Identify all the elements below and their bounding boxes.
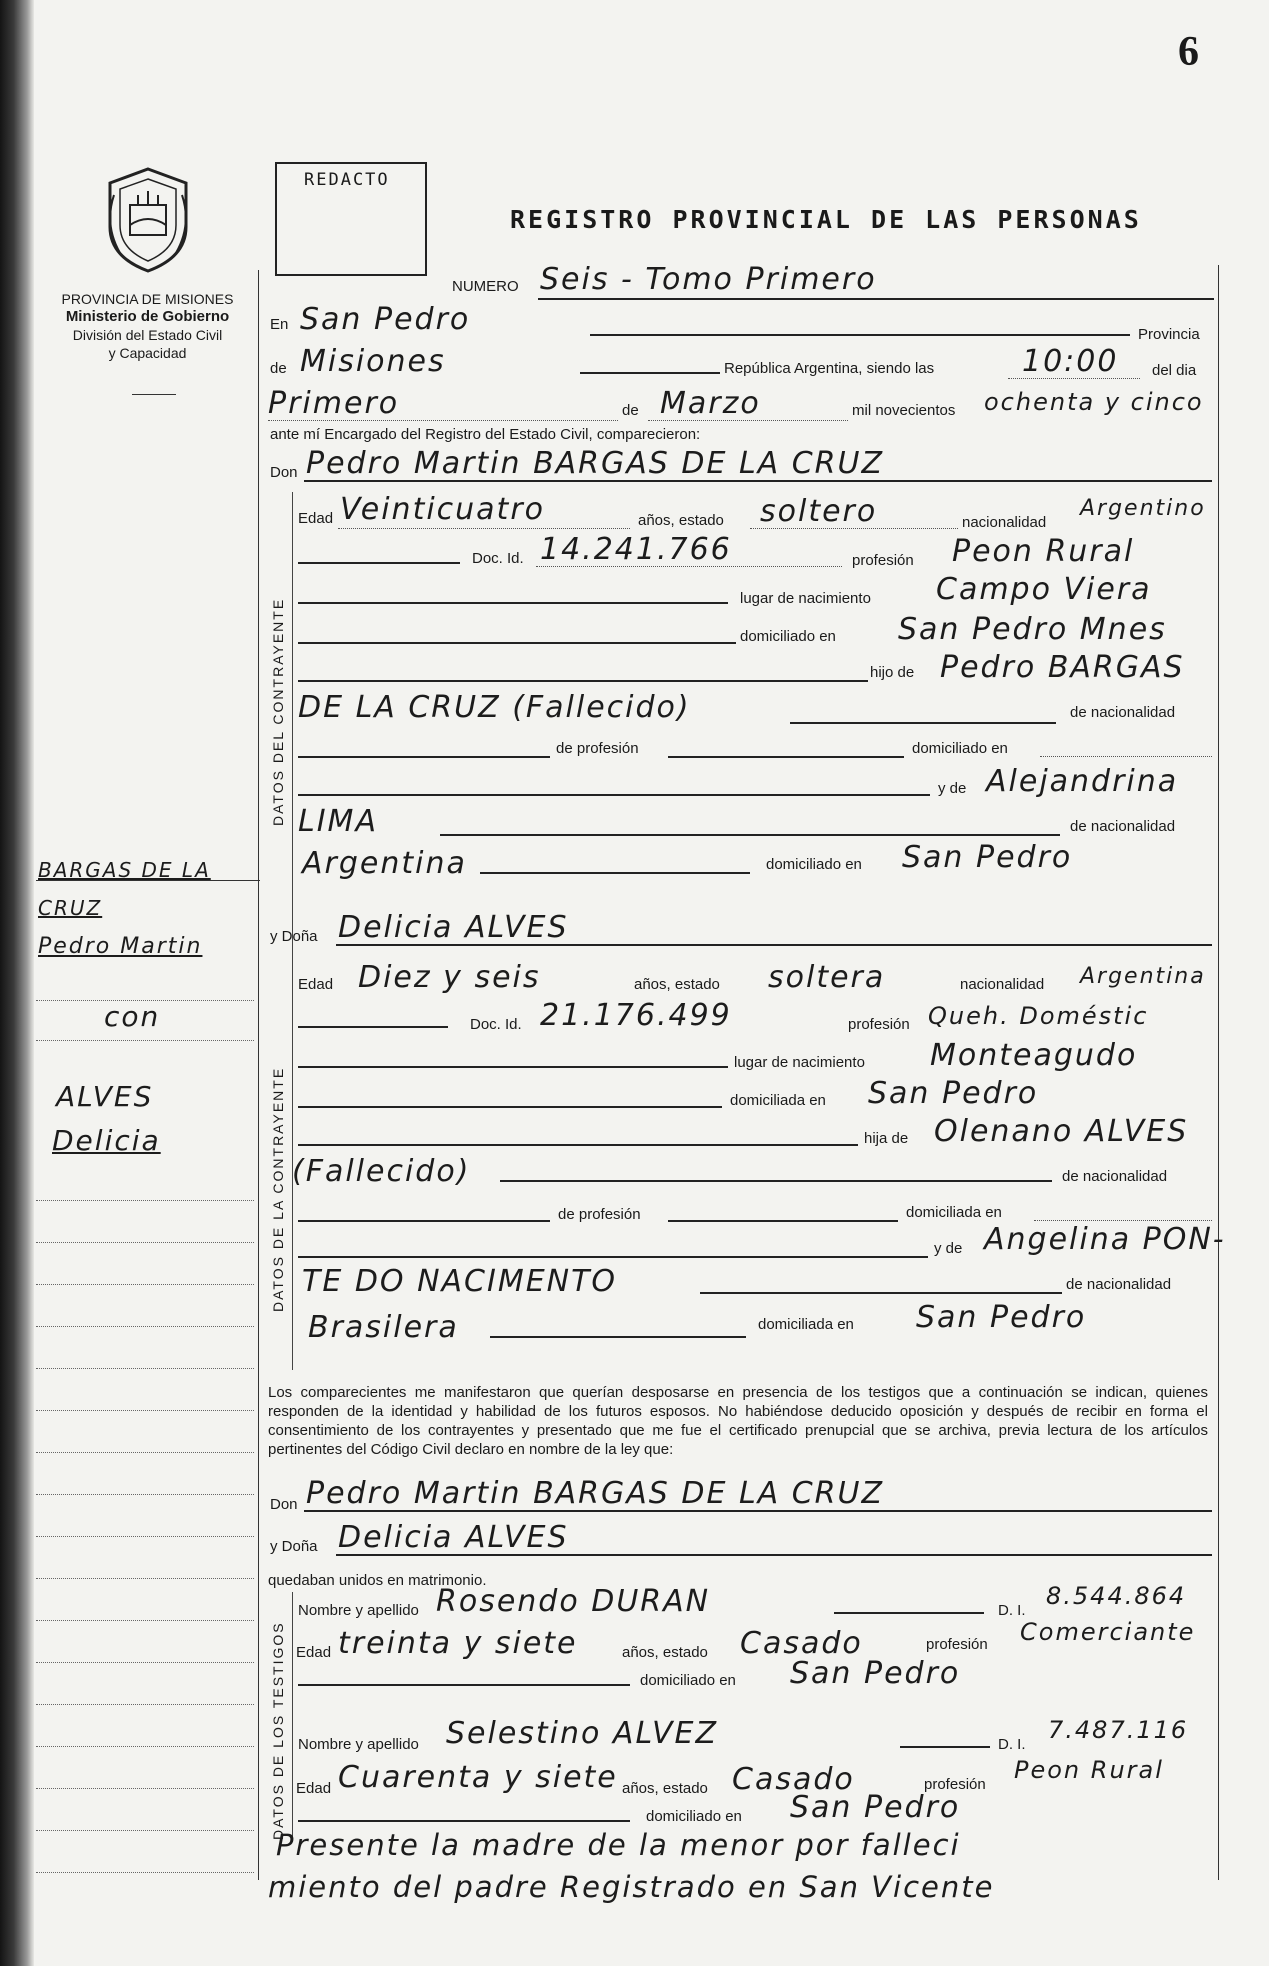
t2-edad: Cuarenta y siete <box>338 1760 618 1795</box>
doc-lead-line <box>298 562 460 564</box>
madre-f-nac-line <box>700 1292 1062 1294</box>
de-nacionalidad-f-label: de nacionalidad <box>1062 1168 1168 1185</box>
t1-edad: treinta y siete <box>338 1626 578 1661</box>
y-de-f-label: y de <box>934 1240 963 1257</box>
novio-edad: Veinticuatro <box>340 492 546 527</box>
novia-dom: San Pedro <box>868 1076 1039 1111</box>
margin-rule <box>36 1326 254 1327</box>
t2-nombre-line <box>900 1746 990 1748</box>
t1-dom: San Pedro <box>790 1656 961 1691</box>
madre-f-nac-value-line <box>490 1336 746 1338</box>
decl-dona-line <box>336 1554 1212 1556</box>
margin-given: Pedro Martin <box>38 934 203 959</box>
del-dia-label: del dia <box>1152 362 1197 379</box>
lugar-nacimiento-label: lugar de nacimiento <box>740 590 871 607</box>
y-de-label: y de <box>938 780 967 797</box>
t1-edad-label: Edad <box>296 1644 332 1661</box>
margin-rule <box>36 1830 254 1831</box>
issuer-capacity: y Capacidad <box>108 345 187 361</box>
form-title: REGISTRO PROVINCIAL DE LAS PERSONAS <box>510 205 1142 234</box>
domiciliada-label: domiciliada en <box>730 1092 826 1109</box>
de-nacionalidad-label: de nacionalidad <box>1070 704 1176 721</box>
margin-rule <box>36 1410 254 1411</box>
lugar-f-lead-line <box>298 1066 728 1068</box>
t1-dom-lead-line <box>298 1684 630 1686</box>
padre-name-cont: DE LA CRUZ (Fallecido) <box>298 690 691 725</box>
t1-di: 8.544.864 <box>1046 1582 1187 1610</box>
hijo-lead-line <box>298 680 868 682</box>
padre-name: Pedro BARGAS <box>940 650 1185 685</box>
margin-rule <box>36 1000 254 1001</box>
margin-con: con <box>104 1000 161 1033</box>
madre-f-cont: TE DO NACIMENTO <box>302 1264 618 1299</box>
en-value: San Pedro <box>300 302 471 337</box>
redacto-label: REDACTO <box>304 170 390 190</box>
t2-di: 7.487.116 <box>1048 1716 1189 1744</box>
t1-estado: Casado <box>740 1626 863 1661</box>
margin-surname-cont: CRUZ <box>38 896 103 920</box>
numero-value: Seis - Tomo Primero <box>540 262 877 297</box>
madre-nac-line <box>440 834 1060 836</box>
t2-dom-label: domiciliado en <box>646 1808 742 1825</box>
margin-rule <box>36 1368 254 1369</box>
novio-estado-line <box>750 528 958 529</box>
t1-nombre-label: Nombre y apellido <box>298 1602 419 1619</box>
novio-doc: 14.241.766 <box>540 532 732 567</box>
novio-lugar: Campo Viera <box>936 572 1152 607</box>
issuer-province: PROVINCIA DE MISIONES <box>61 291 234 307</box>
t1-di-label: D. I. <box>998 1602 1026 1619</box>
padre-f-dom-line <box>1034 1220 1212 1221</box>
t2-dom-lead-line <box>298 1820 630 1822</box>
margin-bride-given: Delicia <box>52 1124 161 1157</box>
novia-line <box>336 944 1212 946</box>
hija-de-label: hija de <box>864 1130 909 1147</box>
decl-don-label: Don <box>270 1496 298 1513</box>
doc-id-label: Doc. Id. <box>472 550 524 567</box>
numero-line <box>538 298 1214 300</box>
issuer-division: División del Estado Civil <box>72 327 223 343</box>
anos-estado-label: años, estado <box>638 512 724 529</box>
issuer-block <box>40 290 255 362</box>
t2-estado: Casado <box>732 1762 855 1797</box>
datos-testigos-label: DATOS DE LOS TESTIGOS <box>270 1621 286 1840</box>
nacionalidad-label: nacionalidad <box>962 514 1047 531</box>
hora-line <box>1008 378 1140 379</box>
y-dona-label: y Doña <box>270 928 318 945</box>
anio-value: ochenta y cinco <box>984 388 1204 416</box>
madre-lead-line <box>298 794 930 796</box>
mes-value: Marzo <box>660 386 761 421</box>
contrayente-bar <box>292 492 293 960</box>
hijo-de-label: hijo de <box>870 664 915 681</box>
margin-rule <box>36 1494 254 1495</box>
t1-prof: Comerciante <box>1020 1618 1196 1646</box>
page-number: 6 <box>1178 29 1199 75</box>
de-profesion-f-label: de profesión <box>558 1206 641 1223</box>
margin-rule <box>36 1284 254 1285</box>
doc-id-f-label: Doc. Id. <box>470 1016 522 1033</box>
madre-f-lead-line <box>298 1256 928 1258</box>
madre-nac-value-line <box>480 872 750 874</box>
margin-bride-surname: ALVES <box>56 1080 154 1113</box>
de-mes-label: de <box>622 402 639 419</box>
novia-lugar: Monteagudo <box>930 1038 1138 1073</box>
en-label: En <box>270 316 289 333</box>
decl-dona-value: Delicia ALVES <box>338 1520 569 1555</box>
right-column-rule <box>1218 265 1219 1880</box>
padre-f-cont: (Fallecido) <box>292 1154 471 1189</box>
padre-f-name: Olenano ALVES <box>934 1114 1189 1149</box>
en-line <box>590 334 1130 336</box>
edad-label: Edad <box>298 510 334 527</box>
de-label: de <box>270 360 287 377</box>
datos-contrayente-label: DATOS DEL CONTRAYENTE <box>270 597 286 826</box>
novia-doc: 21.176.499 <box>540 998 732 1033</box>
t1-dom-label: domiciliado en <box>640 1672 736 1689</box>
profesion-label: profesión <box>852 552 914 569</box>
lugar-nacimiento-f-label: lugar de nacimiento <box>734 1054 865 1071</box>
padre-f-prof-value-line <box>668 1220 898 1222</box>
madre-dom: San Pedro <box>902 840 1073 875</box>
anos-estado-f-label: años, estado <box>634 976 720 993</box>
novia-prof: Queh. Doméstic <box>928 1002 1149 1030</box>
decl-don-value: Pedro Martin BARGAS DE LA CRUZ <box>306 1476 885 1511</box>
t2-di-label: D. I. <box>998 1736 1026 1753</box>
mes-line <box>648 420 848 421</box>
issuer-rule <box>132 394 176 395</box>
novia-estado: soltera <box>768 960 886 995</box>
novio-dom: San Pedro Mnes <box>898 612 1167 647</box>
domiciliada-f-label-3: domiciliada en <box>758 1316 854 1333</box>
edad-f-label: Edad <box>298 976 334 993</box>
t1-nombre: Rosendo DURAN <box>436 1584 711 1619</box>
t2-prof-label: profesión <box>924 1776 986 1793</box>
domiciliado-label: domiciliado en <box>740 628 836 645</box>
margin-rule <box>36 1704 254 1705</box>
madre-name: Alejandrina <box>986 764 1179 799</box>
ante-mi-label: ante mí Encargado del Registro del Estado Civil, comparecieron: <box>270 426 701 443</box>
datos-contrayente-f-label: DATOS DE LA CONTRAYENTE <box>270 1066 286 1312</box>
mil-novecientos-label: mil novecientos <box>852 402 956 419</box>
provincia-label: Provincia <box>1138 326 1200 343</box>
madre-f-dom: San Pedro <box>916 1300 1087 1335</box>
dia-line <box>268 420 618 421</box>
novia-edad: Diez y seis <box>358 960 541 995</box>
margin-rule <box>36 1040 254 1041</box>
t2-dom: San Pedro <box>790 1790 961 1825</box>
dia-value: Primero <box>268 386 400 421</box>
margin-rule <box>36 1452 254 1453</box>
domiciliada-f-label-2: domiciliada en <box>906 1204 1002 1221</box>
hija-lead-line <box>298 1144 858 1146</box>
doc-f-lead-line <box>298 1026 448 1028</box>
madre-nac: Argentina <box>302 846 467 881</box>
novia-name: Delicia ALVES <box>338 910 569 945</box>
novio-doc-line <box>536 566 842 567</box>
margin-rule <box>36 1620 254 1621</box>
madre-f-name: Angelina PON- <box>984 1222 1226 1257</box>
profesion-f-label: profesión <box>848 1016 910 1033</box>
nacionalidad-f-label: nacionalidad <box>960 976 1045 993</box>
numero-label: NUMERO <box>452 278 519 295</box>
margin-rule <box>36 1536 254 1537</box>
declaration-paragraph: Los comparecientes me manifestaron que querían desposarse en presencia de los testigos que a continuación se indican, quienes responden de la identidad y habilidad de los futuros esposos. No habiéndose deducido oposición y después de recibir en forma el consentimiento de los contrayentes y presentado que me fue el certificado prenupcial que se archiva, previa lectura de los artículos pertinentes del Código Civil declaro en nombre de la ley que: <box>268 1384 1208 1458</box>
margin-rule <box>36 1200 254 1201</box>
margin-rule <box>36 1872 254 1873</box>
left-column-rule <box>258 270 259 1880</box>
provincial-seal-icon <box>100 165 196 275</box>
republica-label: República Argentina, siendo las <box>724 360 935 377</box>
de-profesion-label: de profesión <box>556 740 639 757</box>
domiciliado-label-3: domiciliado en <box>766 856 862 873</box>
de-line <box>580 372 720 374</box>
t2-anos-label: años, estado <box>622 1780 708 1797</box>
t2-nombre-label: Nombre y apellido <box>298 1736 419 1753</box>
t2-prof: Peon Rural <box>1014 1756 1164 1784</box>
novio-estado: soltero <box>760 494 878 529</box>
margin-rule <box>36 1242 254 1243</box>
margin-rule-1 <box>36 880 260 881</box>
t1-nombre-line <box>834 1612 984 1614</box>
don-label: Don <box>270 464 298 481</box>
lugar-lead-line <box>298 602 728 604</box>
quedaban-label: quedaban unidos en matrimonio. <box>268 1572 487 1589</box>
de-value: Misiones <box>300 344 446 379</box>
t2-edad-label: Edad <box>296 1780 332 1797</box>
novio-prof: Peon Rural <box>952 534 1135 569</box>
note-line-1: Presente la madre de la menor por falleci <box>276 1828 961 1862</box>
padre-dom-line <box>1040 756 1212 757</box>
de-nacionalidad-f-label-2: de nacionalidad <box>1066 1276 1172 1293</box>
de-nacionalidad-label-2: de nacionalidad <box>1070 818 1176 835</box>
padre-nac-line <box>790 722 1056 724</box>
padre-f-nac-line <box>500 1180 1052 1182</box>
note-line-2: miento del padre Registrado en San Vicente <box>268 1870 995 1904</box>
hora-value: 10:00 <box>1022 344 1119 379</box>
margin-rule <box>36 1746 254 1747</box>
decl-don-line <box>304 1510 1212 1512</box>
novio-name: Pedro Martin BARGAS DE LA CRUZ <box>306 446 885 481</box>
margin-rule <box>36 1662 254 1663</box>
novio-line <box>304 480 1212 482</box>
padre-prof-value-line <box>668 756 904 758</box>
novio-nac: Argentino <box>1080 496 1206 521</box>
dom-f-lead-line <box>298 1106 722 1108</box>
t1-prof-label: profesión <box>926 1636 988 1653</box>
margin-surname: BARGAS DE LA <box>38 858 211 882</box>
novio-edad-line <box>338 528 630 529</box>
madre-f-nac: Brasilera <box>308 1310 459 1345</box>
t2-nombre: Selestino ALVEZ <box>446 1716 719 1751</box>
madre-name-cont: LIMA <box>298 804 378 839</box>
margin-rule <box>36 1578 254 1579</box>
padre-prof-line <box>298 756 550 758</box>
domiciliado-en-label-2: domiciliado en <box>912 740 1008 757</box>
binding-edge <box>0 0 34 1966</box>
issuer-ministry: Ministerio de Gobierno <box>65 308 230 325</box>
novia-nac: Argentina <box>1080 964 1206 989</box>
margin-rule <box>36 1788 254 1789</box>
testigos-bar <box>292 1592 293 1842</box>
dom-lead-line <box>298 642 736 644</box>
t1-anos-label: años, estado <box>622 1644 708 1661</box>
padre-f-prof-line <box>298 1220 550 1222</box>
decl-dona-label: y Doña <box>270 1538 318 1555</box>
